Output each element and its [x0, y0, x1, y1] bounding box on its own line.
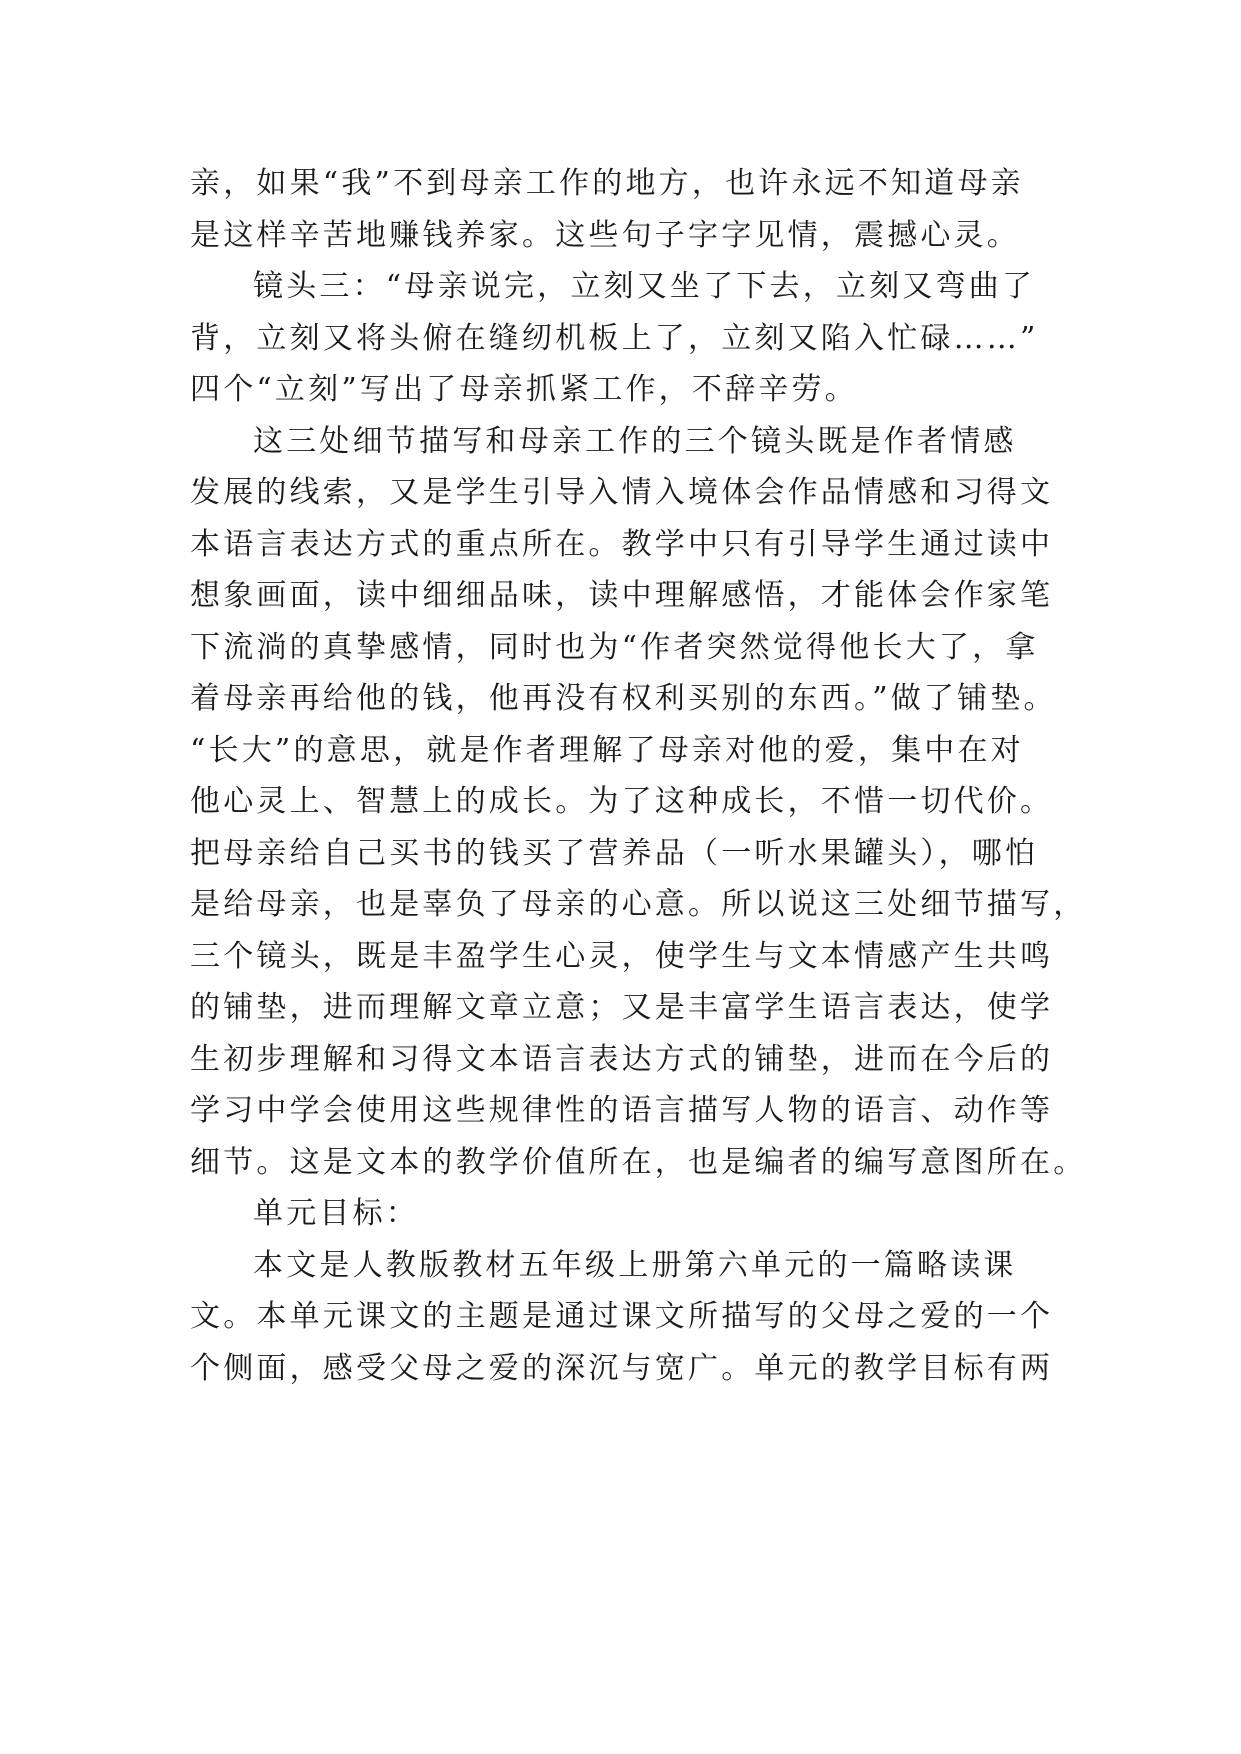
text-line: 镜头三：“母亲说完，立刻又坐了下去，立刻又弯曲了: [253, 269, 1036, 304]
text-line: 本文是人教版教材五年级上册第六单元的一篇略读课: [253, 1247, 1017, 1283]
text-line: 是这样辛苦地赚钱养家。这些句子字字见情，震撼心灵。: [190, 217, 1020, 253]
text-line: 学习中学会使用这些规律性的语言描写人物的语言、动作等: [190, 1093, 1054, 1128]
text-line: 是给母亲，也是辜负了母亲的心意。所以说这三处细节描写，: [190, 887, 1087, 922]
text-line: 这三处细节描写和母亲工作的三个镜头既是作者情感: [253, 423, 1017, 459]
text-line: 细节。这是文本的教学价值所在，也是编者的编写意图所在。: [190, 1144, 1087, 1180]
text-line: 着母亲再给他的钱，他再没有权利买别的东西。”做了铺垫。: [190, 681, 1057, 716]
text-line: 文。本单元课文的主题是通过课文所描写的父母之爱的一个: [190, 1299, 1054, 1334]
text-line: 生初步理解和习得文本语言表达方式的铺垫，进而在今后的: [190, 1041, 1054, 1077]
text-line: 下流淌的真挚感情，同时也为“作者突然觉得他长大了，拿: [190, 629, 1039, 665]
text-line: “长大”的意思，就是作者理解了母亲对他的爱，集中在对: [190, 732, 1024, 768]
text-line: 三个镜头，既是丰盈学生心灵，使学生与文本情感产生共鸣: [190, 938, 1054, 974]
text-line: 单元目标：: [253, 1196, 419, 1231]
text-line: 四个“立刻”写出了母亲抓紧工作，不辞辛劳。: [190, 372, 858, 407]
text-line: 亲，如果“我”不到母亲工作的地方，也许永远不知道母亲: [190, 166, 1024, 201]
text-line: 把母亲给自己买书的钱买了营养品（一听水果罐头），哪怕: [190, 835, 1039, 871]
text-line: 本语言表达方式的重点所在。教学中只有引导学生通过读中: [190, 526, 1054, 562]
text-line: 想象画面，读中细细品味，读中理解感悟，才能体会作家笔: [190, 578, 1054, 613]
text-line: 背，立刻又将头俯在缝纫机板上了，立刻又陷入忙碌……”: [190, 320, 1039, 356]
text-line: 的铺垫，进而理解文章立意；又是丰富学生语言表达，使学: [190, 990, 1054, 1025]
body-text: [190, 158, 1090, 1394]
text-line: 他心灵上、智慧上的成长。为了这种成长，不惜一切代价。: [190, 784, 1054, 819]
text-line: 个侧面，感受父母之爱的深沉与宽广。单元的教学目标有两: [190, 1350, 1054, 1386]
text-line: 发展的线索，又是学生引导入情入境体会作品情感和习得文: [190, 475, 1054, 510]
